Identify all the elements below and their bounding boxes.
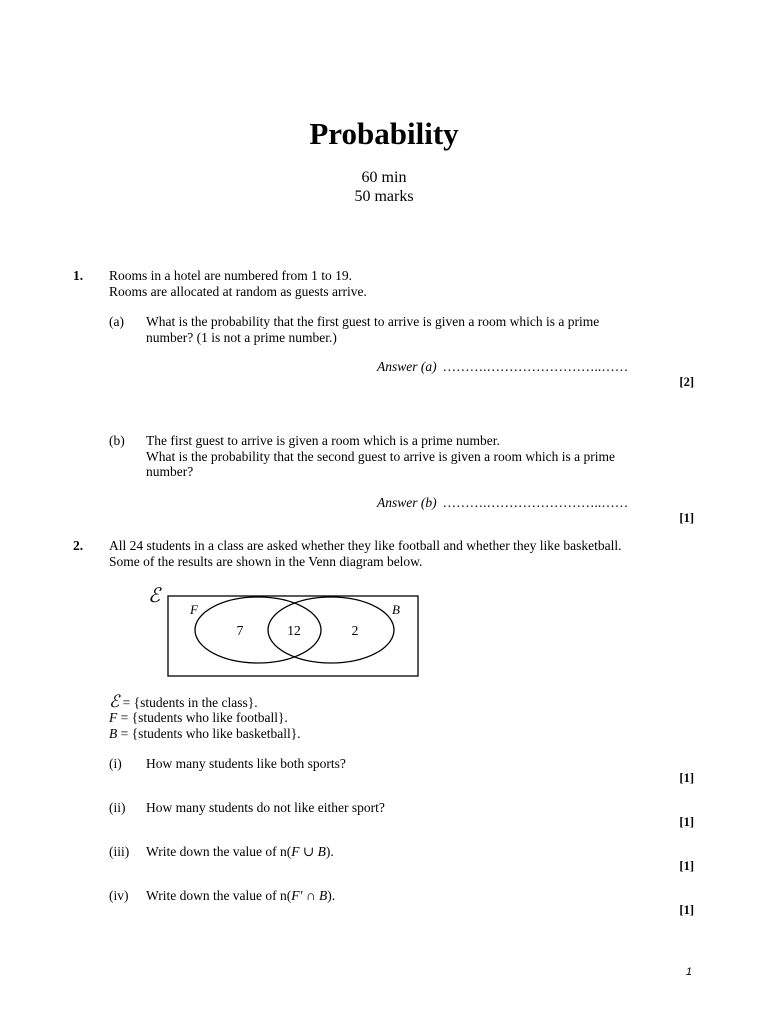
question-2iii-label: (iii) [109,844,130,859]
question-1a-label: (a) [109,314,124,329]
question-1b-answer-line [377,495,628,511]
question-1a-answer-label: Answer (a) [377,359,437,374]
question-1b-line-2: What is the probability that the second guest to arrive is given a room which is a prime [146,449,616,464]
venn-universal-symbol: ℰ [148,585,161,607]
definition-basketball [109,726,301,741]
page-number: 1 [685,966,692,978]
question-2iv-text [146,888,335,903]
venn-set-f-label: F [190,602,198,617]
question-2ii-mark: [1] [679,815,694,829]
question-2i-text: How many students like both sports? [146,756,346,771]
question-2iv-set-2: B [319,888,328,903]
question-1-line-2: Rooms are allocated at random as guests arrive. [109,284,367,299]
venn-both-value: 12 [287,623,301,638]
question-1-line-1: Rooms in a hotel are numbered from 1 to 19. [109,268,352,283]
definition-universal [109,694,258,710]
venn-only-b-value: 2 [351,623,359,638]
question-2ii-text: How many students do not like either sport? [146,800,385,815]
question-2iv-intersection-symbol: ∩ [302,888,319,903]
question-1b-line-1: The first guest to arrive is given a room which is a prime number. [146,433,500,448]
duration: 60 min [361,169,407,186]
question-2iii-mark: [1] [679,859,694,873]
venn-set-b-label: B [392,602,400,617]
question-2iii-text [146,844,334,859]
question-2iv-text-post: ). [327,888,336,903]
question-2iv-mark: [1] [679,903,694,917]
venn-set-f-ellipse [195,597,321,663]
question-2-number: 2. [73,538,84,553]
definition-football-symbol: F [109,710,118,725]
question-1b-line-3: number? [146,464,194,479]
definition-universal-symbol: ℰ [109,692,120,711]
question-2iii-set-1: F [291,844,300,859]
question-1b-answer-label: Answer (b) [377,495,437,510]
definition-basketball-symbol: B [109,726,118,741]
question-2iii-text-pre: Write down the value of n( [146,844,292,859]
question-1a-line-2: number? (1 is not a prime number.) [146,330,337,345]
question-1-number: 1. [73,268,84,283]
definition-basketball-text: = {students who like basketball}. [120,726,301,741]
question-1b-mark: [1] [679,511,694,525]
definition-universal-text: = {students in the class}. [122,695,258,710]
question-2iii-text-post: ). [325,844,334,859]
question-1a-answer-space[interactable]: ……….……………………..…… [442,359,629,374]
question-2i-label: (i) [109,756,122,771]
question-2-line-2: Some of the results are shown in the Venn diagram below. [109,554,423,569]
question-2ii-label: (ii) [109,800,126,815]
question-1b-label: (b) [109,433,125,448]
question-1a-answer-line [377,359,628,375]
question-2iv-text-pre: Write down the value of n( [146,888,292,903]
question-1a-mark: [2] [679,375,694,389]
question-2iii-set-2: B [317,844,326,859]
question-1b-answer-space[interactable]: ……….……………………..…… [442,495,629,510]
question-2-line-1: All 24 students in a class are asked whether they like football and whether they like basketball. [109,538,622,553]
venn-diagram [140,580,430,680]
question-2iii-union-symbol: ∪ [299,844,318,859]
question-2iv-label: (iv) [109,888,129,903]
venn-only-f-value: 7 [236,623,244,638]
page-title: Probability [309,116,459,151]
definition-football [109,710,288,725]
question-1a-line-1: What is the probability that the first guest to arrive is given a room which is a prime [146,314,600,329]
question-2iv-set-1: F′ [291,888,303,903]
definition-football-text: = {students who like football}. [120,710,288,725]
total-marks: 50 marks [354,188,414,205]
question-2i-mark: [1] [679,771,694,785]
